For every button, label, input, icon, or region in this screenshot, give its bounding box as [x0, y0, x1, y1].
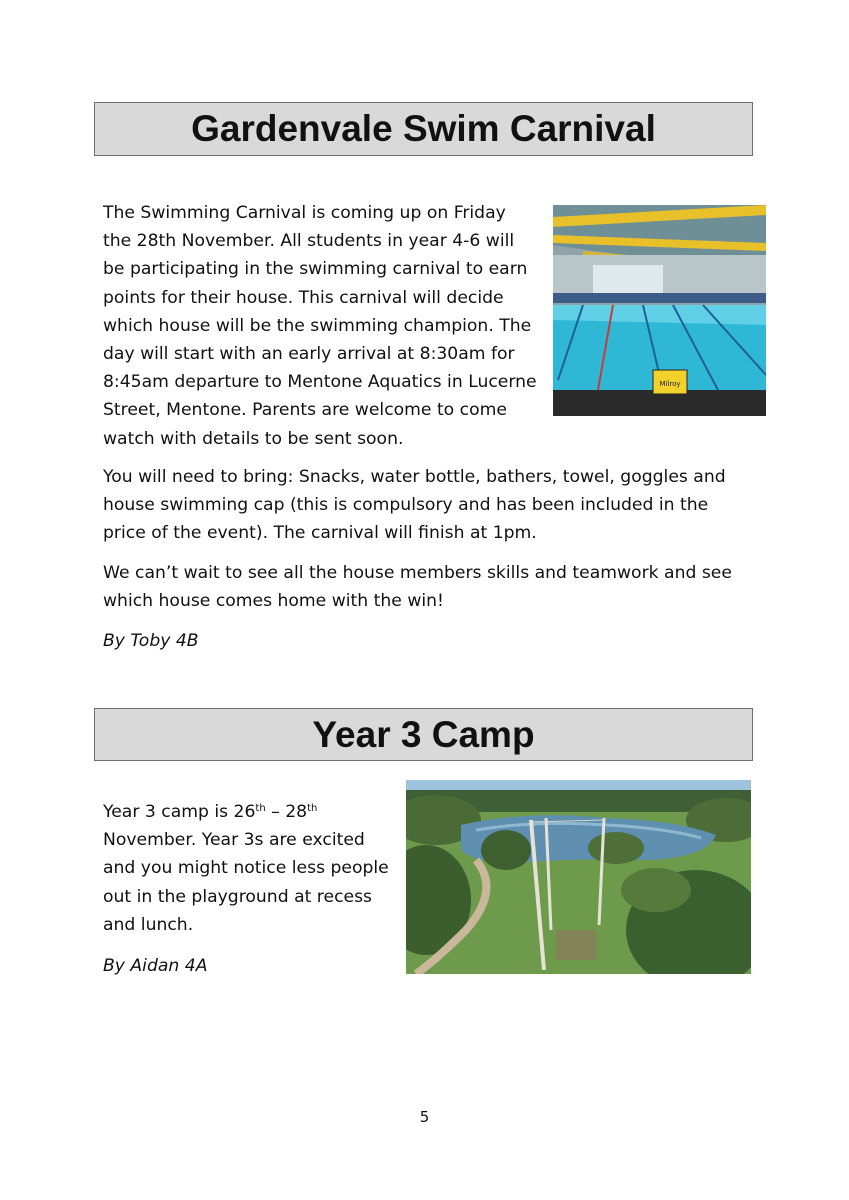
year3-camp-heading: Year 3 Camp — [94, 708, 753, 761]
camp-ordinal-2: th — [307, 803, 318, 814]
swim-carnival-intro: The Swimming Carnival is coming up on Friday the 28th November. All students in year 4-6 will be participating in the swimming carnival to earn points for their house. This carnival will decide which house will be the swimming champion. The day will start with an early arrival at 8:30am for 8:45am departure to Mentone Aquatics in Lucerne Street, Mentone. Parents are welcome to come watch with details to be sent soon. — [103, 203, 537, 449]
pool-sign-text: Milroy — [659, 380, 681, 388]
camp-text-rest: November. Year 3s are excited and you might notice less people out in the playground at recess and lunch. — [103, 830, 389, 935]
swimming-pool-photo — [553, 205, 766, 416]
swim-carnival-heading: Gardenvale Swim Carnival — [94, 102, 753, 156]
swim-carnival-byline: By Toby 4B — [103, 631, 199, 651]
camp-text-prefix: Year 3 camp is 26 — [103, 802, 256, 822]
swim-carnival-closing: We can’t wait to see all the house members skills and teamwork and see which house comes home with the win! — [103, 563, 732, 612]
camp-aerial-photo — [406, 780, 751, 974]
camp-text-dash: – 28 — [265, 802, 308, 822]
year3-camp-text — [103, 798, 393, 939]
year3-camp-byline: By Aidan 4A — [103, 956, 208, 976]
camp-ordinal-1: th — [255, 803, 266, 814]
page-number: 5 — [419, 1108, 430, 1126]
swim-carnival-bring-list: You will need to bring: Snacks, water bottle, bathers, towel, goggles and house swimming cap (this is compulsory and has been included in the price of the event). The carnival will finish at 1pm. — [103, 467, 726, 544]
